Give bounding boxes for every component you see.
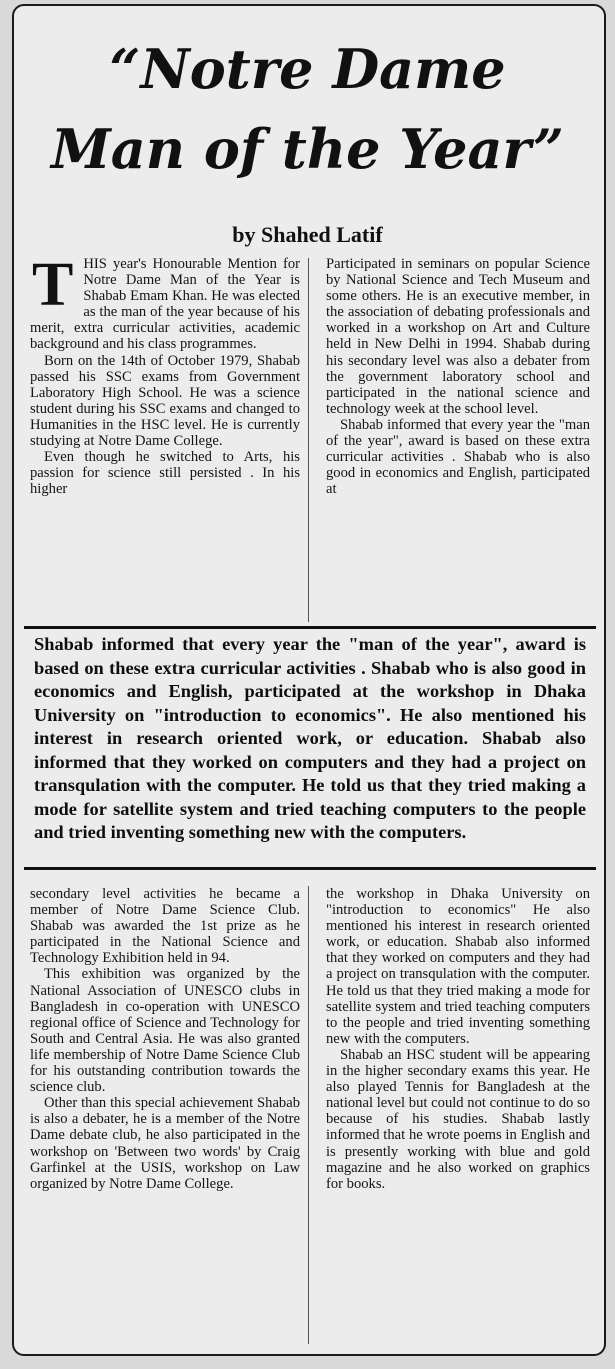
article-column-3 <box>30 886 300 1192</box>
column-rule <box>308 258 309 622</box>
drop-cap: T <box>32 251 74 319</box>
paragraph: Shabab informed that every year the "man of the year", award is based on these extra curricular activities . Shabab who is also good in economics and English, participated at <box>326 416 590 498</box>
paragraph: Even though he switched to Arts, his passion for science still persisted . In his higher <box>30 449 300 498</box>
byline: by Shahed Latif <box>232 222 383 247</box>
paragraph: Participated in seminars on popular Science by National Science and Tech Museum and some others. He is an executive member, in the association of debating professionals and worked in a workshop on Art and Culture held in New Delhi in 1994. Shabab during his secondary level was also a debater from the government laboratory school and participated in the national science and technology week at the school level. <box>326 256 590 417</box>
paragraph: Other than this special achievement Shabab is also a debater, he is a member of the Notre Dame debate club, he also participated in the workshop on 'Between two words' by Craig Garfinkel at the USIS, workshop on Law organized by Notre Dame College. <box>30 1095 300 1192</box>
paragraph: This exhibition was organized by the National Association of UNESCO clubs in Bangladesh in co-operation with UNESCO regional office of Science and Technology for South and Central Asia. He was also granted life membership of Notre Dame Science Club for his outstanding contribution towards the science club. <box>30 966 300 1096</box>
article-column-1 <box>30 251 300 498</box>
column-rule <box>308 886 309 1344</box>
paragraph: secondary level activities he became a member of Notre Dame Science Club. Shabab was awarded the 1st prize as he participated in the National Science and Technology Exhibition held in 94. <box>30 886 300 967</box>
article-column-2 <box>326 256 590 497</box>
paragraph: the workshop in Dhaka University on "introduction to economics" He also mentioned his interest in research oriented work, or education. Shabab also informed that they worked on computers and they had a project on transqulation with the computer. He told us that they tried making a mode for satellite system and tried teaching computers to the people and tried inventing something new with the computers. <box>326 886 590 1047</box>
paragraph: Shabab an HSC student will be appearing in the higher secondary exams this year. He also played Tennis for Bangladesh at the national level but could not continue to do so because of his studies. Shabab lastly informed that he wrote poems in English and is presently working with blue and gold magazine and he also worked on graphics for books. <box>326 1046 590 1192</box>
article-column-4 <box>326 886 590 1192</box>
headline-line-1: “Notre Dame <box>109 37 506 101</box>
paragraph: Born on the 14th of October 1979, Shabab passed his SSC exams from Government Laboratory High School. He was a science student during his SSC exams and changed to Humanities in the HSC level. He is currently studying at Notre Dame College. <box>30 352 300 450</box>
pull-quote-box <box>24 626 596 870</box>
paragraph: HIS year's Honourable Mention for Notre Dame Man of the Year is Shabab Emam Khan. He was elected as the man of the year because of his merit, extra curricular activities, academic background and his class programmes. <box>30 256 300 353</box>
headline-line-2: Man of the Year” <box>51 117 564 181</box>
pull-quote: Shabab informed that every year the "man of the year", award is based on these extra curricular activities . Shabab who is also good in economics and English, participated at the workshop in Dhaka University on "introduction to economics". He also mentioned his interest in research oriented work, or education. Shabab also informed that they worked on computers and they had a project on transqulation with the computer. He told us that they tried making a mode for satellite system and tried teaching computers to the people and tried inventing something new with the computers. <box>34 634 586 842</box>
